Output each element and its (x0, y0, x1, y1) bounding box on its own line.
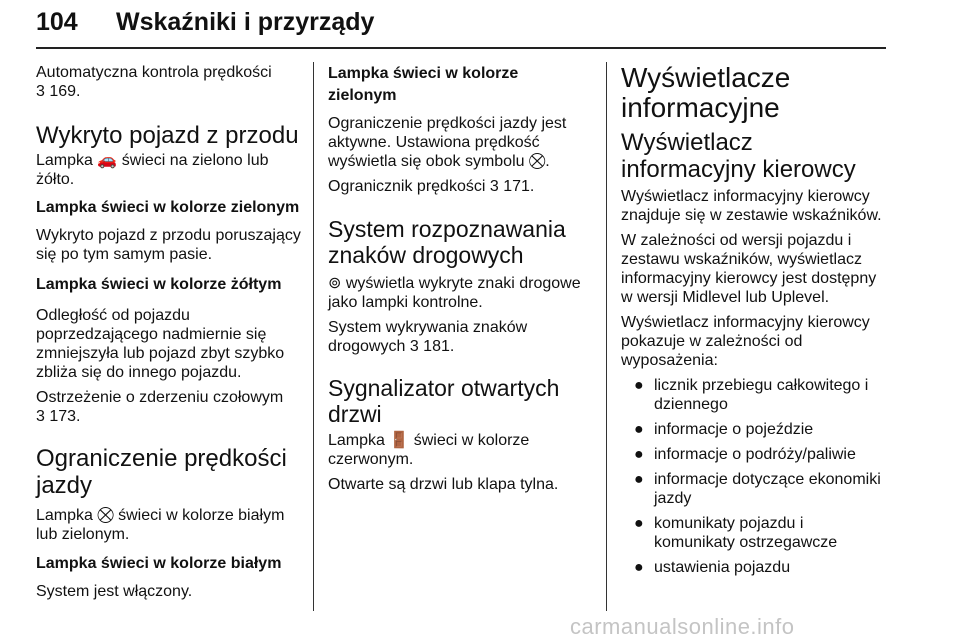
para-info-1: Wyświetlacz informacyjny kierowcy znajduje się w zestawie wskaźników. (621, 188, 882, 224)
heading-info-displays: Wyświetlacze informacyjne (621, 62, 791, 123)
column-divider-2 (606, 62, 607, 611)
page-number: 104 (36, 8, 78, 36)
intro-ref: 3 169. (36, 83, 81, 100)
para-limiter: Ogranicznik prędkości 3 171. (328, 178, 535, 195)
list-item: ● informacje o pojeździe (634, 421, 814, 438)
page-header (36, 2, 886, 46)
bullet-icon: ● (634, 421, 644, 438)
list-item: ● informacje dotyczące ekonomiki jazdy (634, 471, 881, 507)
heading-driver-info: Wyświetlacz informacyjny kierowcy (621, 129, 856, 183)
heading-vehicle-front: Wykryto pojazd z przodu (36, 122, 299, 149)
bullet-icon: ● (634, 377, 644, 394)
list-item: ● informacje o podróży/paliwie (634, 446, 856, 463)
column-3 (621, 63, 886, 577)
column-1 (36, 63, 304, 601)
para-collision-ref: 3 173. (36, 408, 81, 425)
para-white: System jest włączony. (36, 583, 193, 600)
para-green: Wykryto pojazd z przodu poruszający się po tym samym pasie. (36, 227, 301, 263)
subheading-white: Lampka świeci w kolorze białym (36, 555, 282, 572)
para-info-2: W zależności od wersji pojazdu i zestawu wskaźników, wyświetlacz informacyjny kierowcy jest dostępny w wersji Midlevel lub Uplevel. (621, 232, 877, 306)
para-front: Lampka 🚗 świeci na zielono lub żółto. (36, 152, 269, 188)
heading-speed-limit: Ograniczenie prędkości jazdy (36, 445, 287, 499)
para-speed: Lampka ⛒ świeci w kolorze białym lub zielonym. (36, 507, 285, 543)
para-signs: ⊚ wyświetla wykryte znaki drogowe jako lampki kontrolne. (328, 275, 581, 311)
bullet-icon: ● (634, 471, 644, 488)
page-title: Wskaźniki i przyrządy (116, 8, 375, 36)
para-doors: Lampka 🚪 świeci w kolorze czerwonym. (328, 432, 530, 468)
column-2 (328, 63, 590, 494)
header-rule (36, 47, 886, 49)
heading-open-doors: Sygnalizator otwartych drzwi (328, 375, 560, 427)
list-item: ● komunikaty pojazdu i komunikaty ostrzegawcze (634, 515, 838, 551)
bullet-icon: ● (634, 559, 644, 576)
list-item: ● ustawienia pojazdu (634, 559, 791, 576)
para-collision: Ostrzeżenie o zderzeniu czołowym (36, 389, 284, 406)
feature-list (621, 376, 886, 577)
heading-traffic-signs: System rozpoznawania znaków drogowych (328, 216, 566, 268)
subheading-green: Lampka świeci w kolorze zielonym (36, 199, 300, 216)
para-info-3: Wyświetlacz informacyjny kierowcy pokazuje w zależności od wyposażenia: (621, 314, 870, 369)
para-signs-ref: System wykrywania znaków drogowych 3 181. (328, 319, 528, 355)
para-yellow: Odległość od pojazdu poprzedzającego nadmiernie się zmniejszyła lub pojazd zbyt szybko zbliża się do innego pojazdu. (36, 307, 285, 381)
list-item: ● licznik przebiegu całkowitego i dziennego (634, 377, 869, 413)
para-green-2: Ograniczenie prędkości jazdy jest aktywne. Ustawiona prędkość wyświetla się obok symbolu ⛒. (328, 115, 567, 170)
column-divider-1 (313, 62, 314, 611)
intro-text: Automatyczna kontrola prędkości (36, 64, 272, 81)
subheading-yellow: Lampka świeci w kolorze żółtym (36, 276, 282, 293)
para-doors-2: Otwarte są drzwi lub klapa tylna. (328, 476, 559, 493)
subheading-green-2: Lampka świeci w kolorze zielonym (328, 65, 519, 104)
watermark: carmanualsonline.info (570, 614, 795, 639)
bullet-icon: ● (634, 446, 644, 463)
bullet-icon: ● (634, 515, 644, 532)
